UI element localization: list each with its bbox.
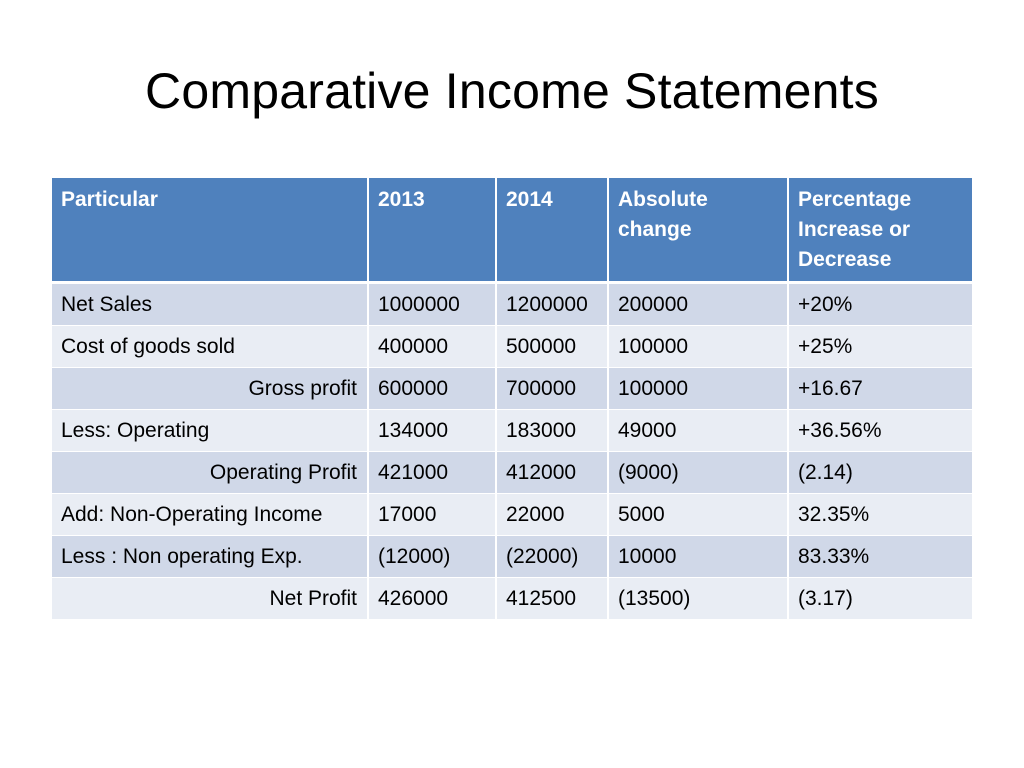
cell-2014: 412000 — [496, 452, 608, 494]
row-label: Net Sales — [52, 283, 368, 326]
row-label: Gross profit — [52, 368, 368, 410]
cell-percentage-change: (3.17) — [788, 578, 972, 620]
cell-percentage-change: +20% — [788, 283, 972, 326]
cell-2013: 134000 — [368, 410, 496, 452]
cell-absolute-change: (13500) — [608, 578, 788, 620]
income-statement-table — [52, 178, 972, 620]
cell-2013: 17000 — [368, 494, 496, 536]
cell-percentage-change: +16.67 — [788, 368, 972, 410]
cell-percentage-change: +36.56% — [788, 410, 972, 452]
cell-percentage-change: 32.35% — [788, 494, 972, 536]
table-row — [52, 578, 972, 620]
table-header-row — [52, 178, 972, 283]
table-row — [52, 410, 972, 452]
cell-2013: 400000 — [368, 326, 496, 368]
row-label: Net Profit — [52, 578, 368, 620]
slide-title: Comparative Income Statements — [145, 63, 879, 119]
cell-2014: (22000) — [496, 536, 608, 578]
cell-absolute-change: 10000 — [608, 536, 788, 578]
header-percentage-change: Percentage Increase or Decrease — [788, 178, 972, 283]
header-2013: 2013 — [368, 178, 496, 283]
cell-2013: 600000 — [368, 368, 496, 410]
cell-percentage-change: 83.33% — [788, 536, 972, 578]
table-row — [52, 283, 972, 326]
cell-2013: 421000 — [368, 452, 496, 494]
table-row — [52, 326, 972, 368]
cell-2013: 426000 — [368, 578, 496, 620]
cell-2014: 1200000 — [496, 283, 608, 326]
row-label: Operating Profit — [52, 452, 368, 494]
cell-absolute-change: 100000 — [608, 368, 788, 410]
cell-percentage-change: +25% — [788, 326, 972, 368]
cell-2014: 700000 — [496, 368, 608, 410]
table-row — [52, 494, 972, 536]
cell-percentage-change: (2.14) — [788, 452, 972, 494]
header-particular: Particular — [52, 178, 368, 283]
row-label: Less: Operating — [52, 410, 368, 452]
header-2014: 2014 — [496, 178, 608, 283]
row-label: Add: Non-Operating Income — [52, 494, 368, 536]
cell-absolute-change: 49000 — [608, 410, 788, 452]
cell-absolute-change: 200000 — [608, 283, 788, 326]
cell-2014: 412500 — [496, 578, 608, 620]
row-label: Less : Non operating Exp. — [52, 536, 368, 578]
row-label: Cost of goods sold — [52, 326, 368, 368]
cell-2014: 500000 — [496, 326, 608, 368]
table-row — [52, 368, 972, 410]
cell-2013: 1000000 — [368, 283, 496, 326]
header-absolute-change: Absolute change — [608, 178, 788, 283]
cell-2014: 183000 — [496, 410, 608, 452]
table-row — [52, 452, 972, 494]
cell-absolute-change: 100000 — [608, 326, 788, 368]
cell-absolute-change: (9000) — [608, 452, 788, 494]
cell-absolute-change: 5000 — [608, 494, 788, 536]
table-row — [52, 536, 972, 578]
cell-2013: (12000) — [368, 536, 496, 578]
cell-2014: 22000 — [496, 494, 608, 536]
